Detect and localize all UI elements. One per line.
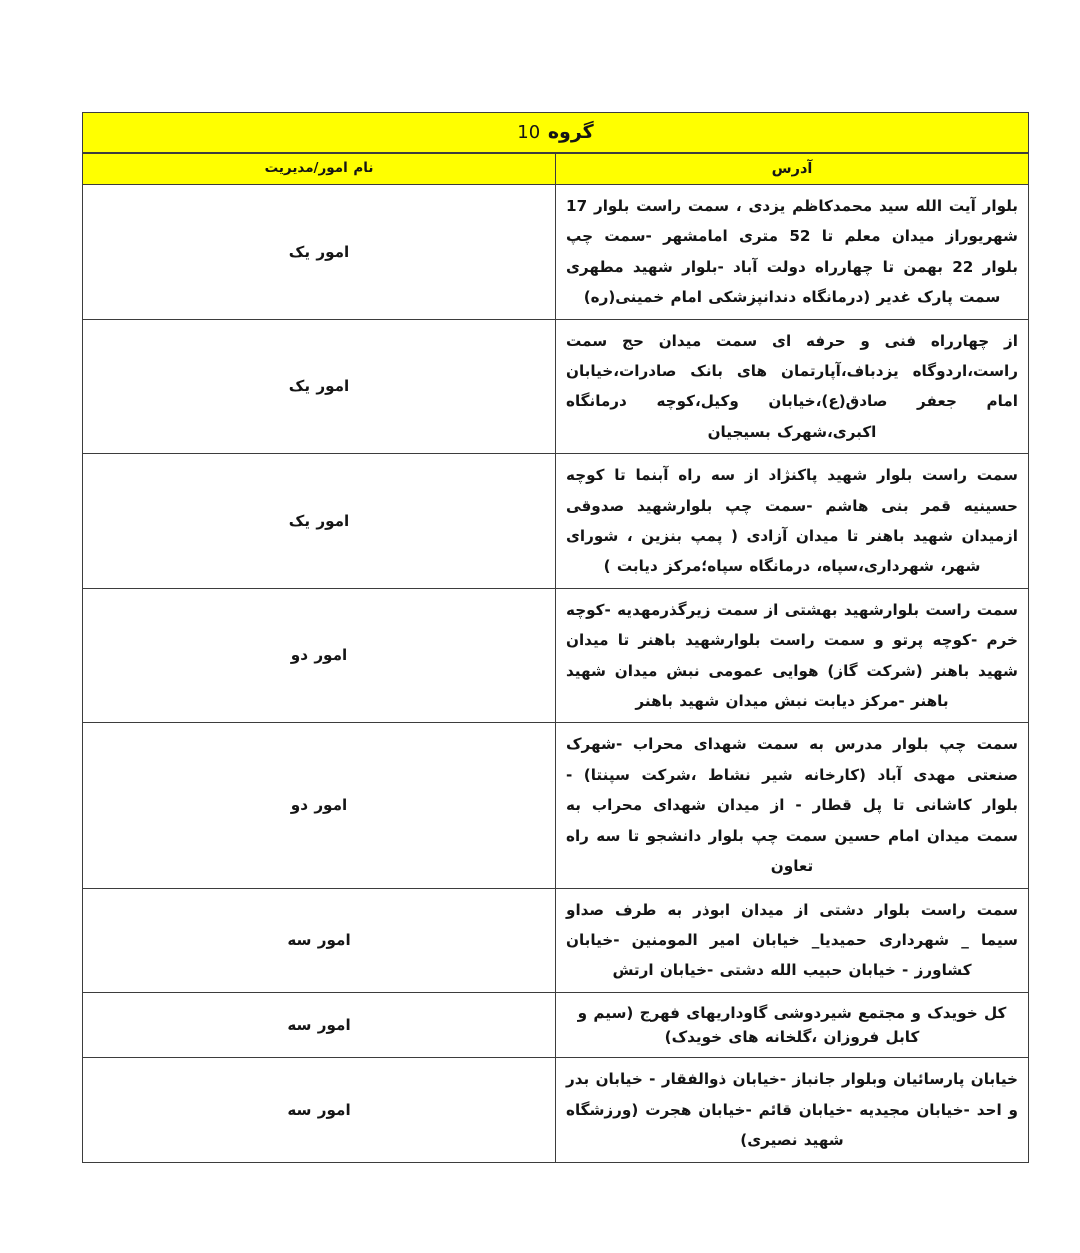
cell-address: سمت راست بلوار دشتی از میدان ابوذر به طرف صداو سیما _ شهرداری حمیدیا_ خیابان امیر المومنین -خیابان کشاورز - خیابان حبیب الله دشتی -خیابان ارتش	[556, 888, 1029, 992]
table-row	[83, 992, 1029, 1058]
group-number: 10	[517, 122, 541, 143]
cell-management: امور دو	[83, 723, 556, 888]
cell-address: بلوار آیت الله سید محمدکاظم یزدی ، سمت راست بلوار 17 شهریوراز میدان معلم تا 52 متری امامشهر -سمت چپ بلوار 22 بهمن تا چهارراه دولت آباد -بلوار شهید مطهری سمت پارک غدیر (درمانگاه دندانپزشکی امام خمینی(ره)	[556, 184, 1029, 319]
cell-management: امور سه	[83, 992, 556, 1058]
cell-address: خیابان پارسائیان وبلوار جانباز -خیابان ذوالفقار - خیابان بدر و احد -خیابان مجیدیه -خیابان قائم -خیابان هجرت (ورزشگاه شهید نصیری)	[556, 1058, 1029, 1162]
table-row	[83, 184, 1029, 319]
column-header-row	[83, 153, 1029, 185]
group-address-table	[82, 112, 1029, 1163]
cell-address: سمت چپ بلوار مدرس به سمت شهدای محراب -شهرک صنعتی مهدی آباد (کارخانه شیر نشاط ،شرکت سپنتا) - بلوار کاشانی تا پل قطار - از میدان شهدای محراب به سمت میدان امام حسین سمت چپ بلوار دانشجو تا سه راه تعاون	[556, 723, 1029, 888]
column-header-management: نام امور/مدیریت	[83, 153, 556, 185]
table-row	[83, 888, 1029, 992]
table-row	[83, 1058, 1029, 1162]
address-table-container	[82, 112, 1029, 1163]
table-row	[83, 588, 1029, 723]
group-title-row	[83, 113, 1029, 153]
cell-management: امور سه	[83, 1058, 556, 1162]
cell-address: سمت راست بلوار شهید پاکنژاد از سه راه آبنما تا کوچه حسینیه قمر بنی هاشم -سمت چپ بلوارشهید صدوقی ازمیدان شهید باهنر تا میدان آزادی ( پمپ بنزین ، شورای شهر، شهرداری،سپاه، درمانگاه سپاه؛مرکز دیابت )	[556, 454, 1029, 589]
cell-address: از چهارراه فنی و حرفه ای سمت میدان حج سمت راست،اردوگاه یزدباف،آپارتمان های بانک صادرات،خیابان امام جعفر صادق(ع)،خیابان وکیل،کوچه درمانگاه اکبری،شهرک بسیجیان	[556, 319, 1029, 454]
cell-management: امور یک	[83, 454, 556, 589]
table-row	[83, 723, 1029, 888]
table-row	[83, 454, 1029, 589]
cell-address: کل خویدک و مجتمع شیردوشی گاوداریهای فهرج (سیم و کابل فروزان ،گلخانه های خویدک)	[556, 992, 1029, 1058]
cell-management: امور یک	[83, 319, 556, 454]
cell-management: امور یک	[83, 184, 556, 319]
group-title-cell	[83, 113, 1029, 153]
cell-management: امور دو	[83, 588, 556, 723]
cell-management: امور سه	[83, 888, 556, 992]
column-header-address: آدرس	[556, 153, 1029, 185]
cell-address: سمت راست بلوارشهید بهشتی از سمت زیرگذرمهدیه -کوچه خرم -کوچه پرتو و سمت راست بلوارشهید باهنر تا میدان شهید باهنر (شرکت گاز) هوایی عمومی نبش میدان شهید باهنر -مرکز دیابت نبش میدان شهید باهنر	[556, 588, 1029, 723]
group-title-prefix: گروه	[547, 121, 594, 143]
table-row	[83, 319, 1029, 454]
